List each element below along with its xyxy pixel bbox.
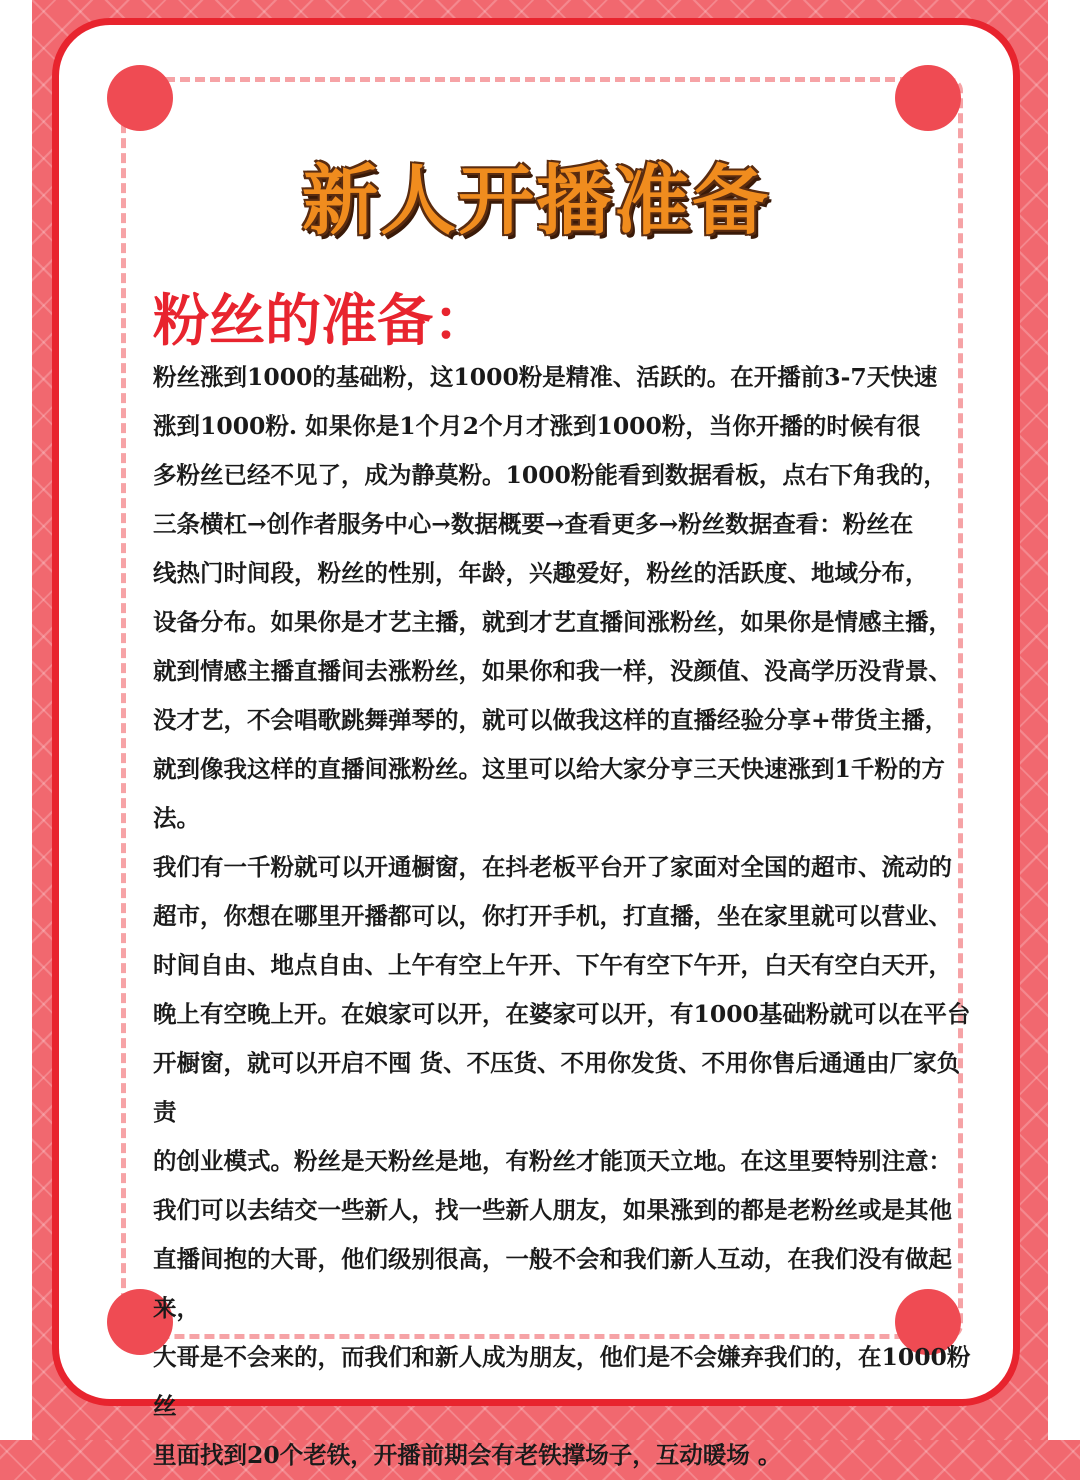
corner-dot-icon bbox=[895, 65, 961, 131]
corner-dot-icon bbox=[107, 65, 173, 131]
section-heading: 粉丝的准备： bbox=[153, 288, 489, 354]
right-white-edge bbox=[1048, 0, 1080, 1440]
left-white-edge bbox=[0, 0, 32, 1440]
body-text: 粉丝涨到1000的基础粉，这1000粉是精准、活跃的。在开播前3-7天快速 涨到1000粉. 如果你是1个月2个月才涨到1000粉，当你开播的时候有很 多粉丝已经不见了，成为静莫粉。1000粉能看到数据看板，点右下角我的， 三条横杠→创作者服务中心→数据概要→查看更多→粉丝数据查看：粉丝在 线热门时间段，粉丝的性别，年龄，兴趣爱好，粉丝的活跃度、地域分布， 设备分布。如果你是才艺主播，就到才艺直播间涨粉丝，如果你是情感主播， 就到情感主播直播间去涨粉丝，如果你和我一样，没颜值、没高学历没背景、 没才艺，不会唱歌跳舞弹琴的，就可以做我这样的直播经验分享+带货主播， 就到像我这样的直播间涨粉丝。这里可以给大家分亨三天快速涨到1千粉的方法。 我们有一千粉就可以开通橱窗，在抖老板平台开了家面对全国的超市、流动的 超市，你想在哪里开播都可以，你打开手机，打直播，坐在家里就可以营业、 时间自由、地点自由、上午有空上午开、下午有空下午开，白天有空白天开， 晚上有空晚上开。在娘家可以开，在婆家可以开，有1000基础粉就可以在平台 开橱窗，就可以开启不囤 货、不压货、不用你发货、不用你售后通通由厂家负责 的创业模式。粉丝是天粉丝是地，有粉丝才能顶天立地。在这里要特别注意： 我们可以去结交一些新人，找一些新人朋友，如果涨到的都是老粉丝或是其他 直播间抱的大哥，他们级别很高，一般不会和我们新人互动，在我们没有做起来， 大哥是不会来的，而我们和新人成为朋友，他们是不会嫌弃我们的，在1000粉丝 里面找到20个老铁，开播前期会有老铁撑场子，互动暖场 。 bbox=[153, 363, 971, 1469]
content-card bbox=[52, 18, 1020, 1469]
page-title: 新人开播准备 bbox=[302, 156, 770, 245]
